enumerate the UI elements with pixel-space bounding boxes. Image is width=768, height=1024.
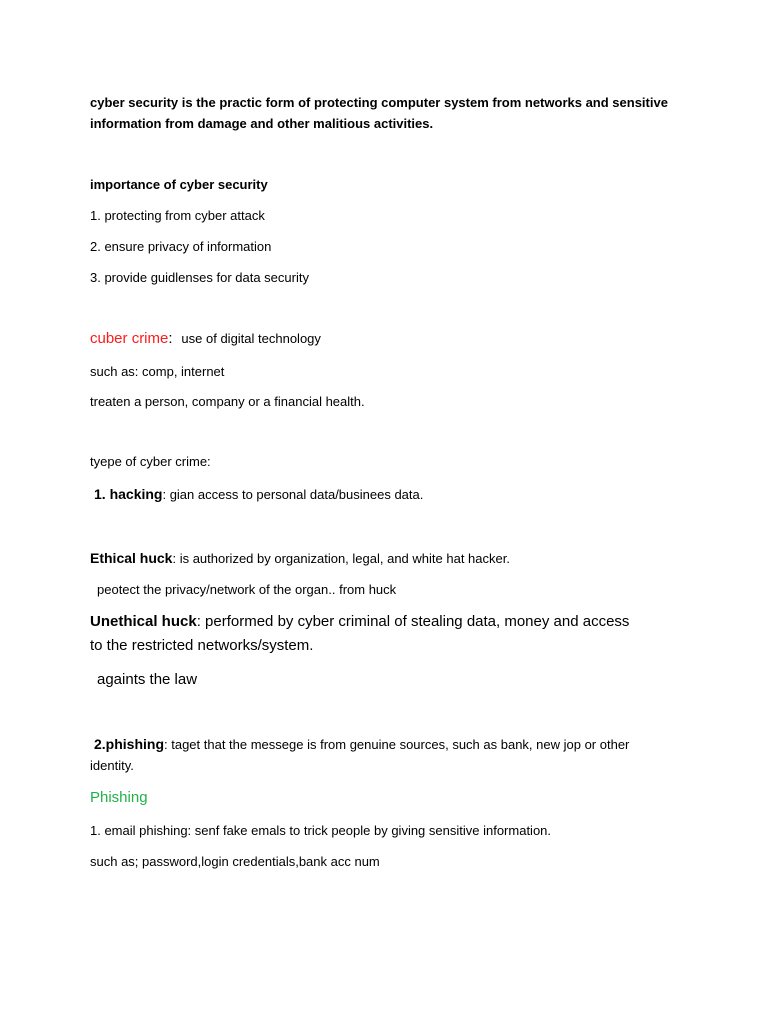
intro-line-2: information from damage and other malitious activities. xyxy=(90,116,434,131)
cyber-crime-definition: use of digital technology xyxy=(181,331,321,346)
intro-line-1: cyber security is the practic form of protecting computer system from networks and sensitive xyxy=(90,95,668,110)
phishing-term: 2.phishing xyxy=(94,736,164,752)
importance-heading: importance of cyber security xyxy=(90,177,268,192)
cyber-crime-colon: : xyxy=(168,330,173,347)
ethical-definition: : is authorized by organization, legal, and white hat hacker. xyxy=(172,551,510,566)
unethical-line-1 xyxy=(90,613,690,631)
ethical-note: peotect the privacy/network of the organ.. from huck xyxy=(97,582,397,597)
unethical-definition-2: to the restricted networks/system. xyxy=(90,637,314,654)
cyber-crime-term: cuber crime xyxy=(90,330,169,347)
ethical-term: Ethical huck xyxy=(90,550,173,566)
importance-item-2: 2. ensure privacy of information xyxy=(90,239,272,254)
phishing-line-1 xyxy=(94,736,694,754)
ethical-line xyxy=(90,550,690,568)
phishing-definition-2: identity. xyxy=(90,758,134,773)
unethical-note: againts the law xyxy=(97,671,198,688)
phishing-examples: such as; password,login credentials,bank acc num xyxy=(90,854,380,869)
cyber-crime-threat: treaten a person, company or a financial health. xyxy=(90,394,365,409)
hacking-term: 1. hacking xyxy=(94,486,163,502)
cyber-crime-such-as: such as: comp, internet xyxy=(90,364,225,379)
importance-item-1: 1. protecting from cyber attack xyxy=(90,208,265,223)
phishing-definition-1: : taget that the messege is from genuine sources, such as bank, new jop or other xyxy=(164,737,630,752)
hacking-definition: : gian access to personal data/businees data. xyxy=(162,487,424,502)
unethical-definition-1: : performed by cyber criminal of stealing data, money and access xyxy=(196,613,630,630)
importance-item-3: 3. provide guidlenses for data security xyxy=(90,270,309,285)
unethical-term: Unethical huck xyxy=(90,613,197,630)
phishing-section-heading: Phishing xyxy=(90,789,148,806)
types-heading: tyepe of cyber crime: xyxy=(90,454,211,469)
email-phishing-item: 1. email phishing: senf fake emals to trick people by giving sensitive information. xyxy=(90,823,552,838)
hacking-line xyxy=(94,486,694,504)
cyber-crime-line xyxy=(90,330,690,348)
